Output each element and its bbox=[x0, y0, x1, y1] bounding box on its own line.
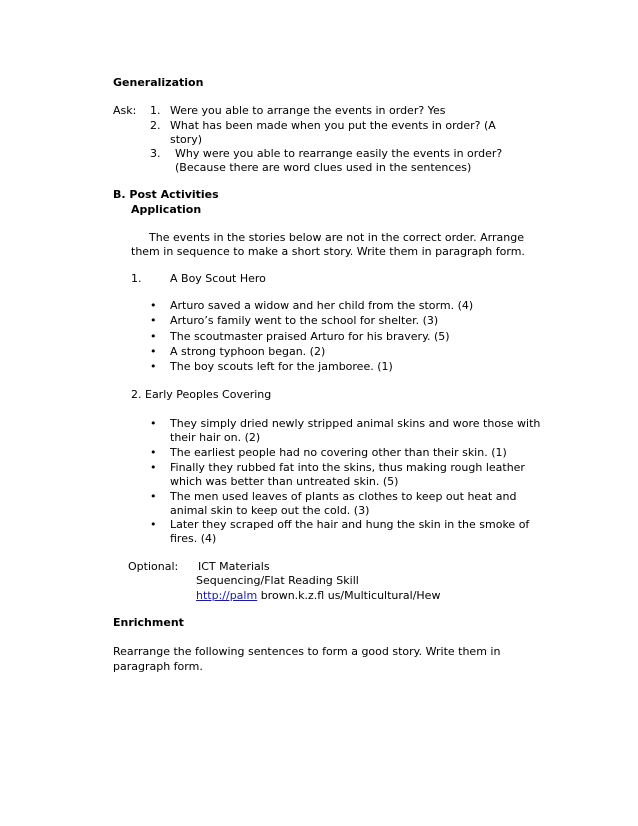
optional-line: ICT Materials bbox=[198, 560, 270, 573]
question-number: 1. bbox=[150, 104, 161, 117]
ask-label: Ask: bbox=[113, 104, 137, 117]
application-subheading: Application bbox=[131, 203, 202, 216]
optional-label: Optional: bbox=[128, 560, 179, 573]
optional-url bbox=[196, 588, 440, 603]
question-text-continued: story) bbox=[170, 133, 203, 146]
enrichment-heading: Enrichment bbox=[113, 616, 184, 629]
question-text: Were you able to arrange the events in order? Yes bbox=[170, 104, 446, 117]
url-rest: brown.k.z.fl us/Multicultural/Hew bbox=[257, 589, 441, 602]
story-title: A Boy Scout Hero bbox=[170, 272, 266, 285]
question-text: Why were you able to rearrange easily the events in order? bbox=[175, 147, 503, 160]
generalization-heading: Generalization bbox=[113, 76, 204, 89]
list-item-continued: animal skin to keep out the cold. (3) bbox=[170, 504, 370, 517]
bullet-icon: • bbox=[150, 518, 157, 531]
bullet-icon: • bbox=[150, 345, 157, 358]
list-item: A strong typhoon began. (2) bbox=[170, 345, 326, 358]
story-number: 1. bbox=[131, 272, 142, 285]
list-item: Finally they rubbed fat into the skins, thus making rough leather bbox=[170, 461, 525, 474]
question-number: 2. bbox=[150, 119, 161, 132]
optional-line: Sequencing/Flat Reading Skill bbox=[196, 574, 359, 587]
bullet-icon: • bbox=[150, 299, 157, 312]
bullet-icon: • bbox=[150, 314, 157, 327]
bullet-icon: • bbox=[150, 461, 157, 474]
list-item: The boy scouts left for the jamboree. (1) bbox=[170, 360, 393, 373]
instructions-line: them in sequence to make a short story. Write them in paragraph form. bbox=[131, 245, 525, 258]
list-item-continued: which was better than untreated skin. (5) bbox=[170, 475, 399, 488]
bullet-icon: • bbox=[150, 490, 157, 503]
story-title: 2. Early Peoples Covering bbox=[131, 388, 272, 401]
bullet-icon: • bbox=[150, 330, 157, 343]
url-link[interactable]: http://palm bbox=[196, 589, 258, 602]
post-activities-heading: B. Post Activities bbox=[113, 188, 219, 201]
list-item-continued: their hair on. (2) bbox=[170, 431, 261, 444]
list-item: Arturo saved a widow and her child from the storm. (4) bbox=[170, 299, 474, 312]
list-item: The men used leaves of plants as clothes to keep out heat and bbox=[170, 490, 517, 503]
bullet-icon: • bbox=[150, 360, 157, 373]
list-item: The earliest people had no covering other than their skin. (1) bbox=[170, 446, 507, 459]
question-text: What has been made when you put the events in order? (A bbox=[170, 119, 496, 132]
list-item: The scoutmaster praised Arturo for his bravery. (5) bbox=[170, 330, 450, 343]
bullet-icon: • bbox=[150, 417, 157, 430]
enrichment-text: paragraph form. bbox=[113, 660, 203, 673]
question-text-continued: (Because there are word clues used in the sentences) bbox=[175, 161, 472, 174]
question-number: 3. bbox=[150, 147, 161, 160]
bullet-icon: • bbox=[150, 446, 157, 459]
instructions-line: The events in the stories below are not in the correct order. Arrange bbox=[149, 231, 524, 244]
list-item: Later they scraped off the hair and hung the skin in the smoke of bbox=[170, 518, 530, 531]
list-item: They simply dried newly stripped animal skins and wore those with bbox=[170, 417, 541, 430]
list-item-continued: fires. (4) bbox=[170, 532, 217, 545]
enrichment-text: Rearrange the following sentences to form a good story. Write them in bbox=[113, 645, 501, 658]
list-item: Arturo’s family went to the school for shelter. (3) bbox=[170, 314, 439, 327]
